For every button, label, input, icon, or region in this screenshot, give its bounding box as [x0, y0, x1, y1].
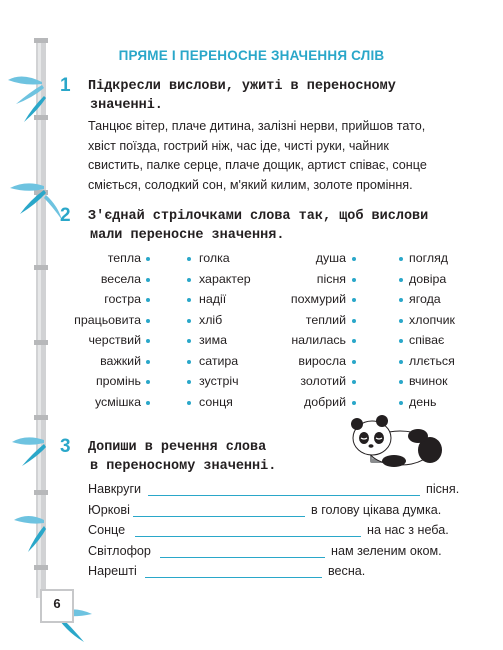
task-1-text-line: хвіст поїзда, гострий ніж, час іде, чисті руки, чайник	[88, 138, 389, 153]
match-word-col1[interactable]: важкий	[100, 353, 141, 368]
task-1-text	[88, 117, 466, 195]
match-word-col4[interactable]: день	[409, 394, 437, 409]
match-dot[interactable]	[146, 380, 150, 384]
match-word-col4[interactable]: співає	[409, 333, 445, 347]
match-dot[interactable]	[187, 380, 191, 384]
match-dot[interactable]	[399, 401, 403, 405]
match-word-col1[interactable]: черствий	[88, 333, 141, 347]
match-dot[interactable]	[399, 319, 403, 323]
match-word-col2[interactable]: хліб	[199, 312, 223, 327]
match-word-col1[interactable]: усмішка	[94, 394, 141, 409]
task-1-text-line: сміється, солодкий сон, м'який килим, золоте проміння.	[88, 177, 413, 192]
sentence-end: на нас з неба.	[367, 523, 449, 537]
task-1-text-line: свистить, палке серце, плаче дощик, артист співає, сонце	[88, 158, 427, 172]
match-word-col4[interactable]: довіра	[409, 271, 447, 286]
match-dot[interactable]	[187, 319, 191, 323]
task-2-instruction-line: мали переносне значення.	[90, 228, 285, 243]
match-dot[interactable]	[146, 360, 150, 364]
sentence-start: Навкруги	[88, 482, 142, 496]
match-word-col3[interactable]: похмурий	[290, 292, 346, 306]
page-number: 6	[53, 596, 61, 611]
match-dot[interactable]	[399, 278, 403, 282]
task-3-instruction	[88, 438, 276, 476]
match-word-col1[interactable]: промінь	[95, 374, 141, 388]
task-3-number: 3	[60, 436, 71, 457]
match-dot[interactable]	[352, 278, 356, 282]
answer-blank[interactable]	[133, 516, 305, 517]
sentence-start: Сонце	[88, 523, 126, 537]
match-word-col4[interactable]: вчинок	[409, 374, 448, 388]
match-dot[interactable]	[146, 278, 150, 282]
match-dot[interactable]	[399, 298, 403, 302]
match-word-col3[interactable]: налилась	[291, 333, 346, 347]
task-2-number: 2	[60, 205, 71, 226]
match-word-col4[interactable]: погляд	[409, 251, 449, 265]
match-word-col3[interactable]: теплий	[305, 312, 346, 327]
task-2-instruction	[88, 207, 428, 245]
sentence-end: нам зеленим оком.	[331, 544, 442, 558]
match-dot[interactable]	[352, 319, 356, 323]
match-dot[interactable]	[352, 401, 356, 405]
task-2-instruction-line: З'єднай стрілочками слова так, щоб вислови	[88, 209, 429, 224]
task-1-instruction-line: значенні.	[90, 98, 163, 113]
match-word-col2[interactable]: зима	[199, 333, 228, 347]
match-word-col2[interactable]: зустріч	[199, 374, 239, 388]
match-word-col4[interactable]: хлопчик	[409, 312, 455, 327]
match-word-col3[interactable]: золотий	[300, 374, 346, 388]
sentence-end: весна.	[328, 564, 366, 578]
answer-blank[interactable]	[145, 577, 322, 578]
match-word-col2[interactable]: голка	[199, 251, 230, 265]
match-word-col1[interactable]: працьовита	[74, 312, 141, 327]
match-dot[interactable]	[187, 401, 191, 405]
sentence-start: Нарешті	[88, 564, 137, 578]
match-dot[interactable]	[399, 380, 403, 384]
sentence-start: Світлофор	[88, 544, 151, 558]
task-1-number: 1	[60, 75, 71, 96]
match-word-col2[interactable]: сатира	[199, 353, 239, 368]
match-word-col3[interactable]: виросла	[298, 353, 346, 368]
match-dot[interactable]	[146, 401, 150, 405]
match-dot[interactable]	[187, 360, 191, 364]
match-dot[interactable]	[146, 339, 150, 343]
match-dot[interactable]	[352, 257, 356, 261]
match-word-col1[interactable]: тепла	[107, 251, 141, 265]
task-1-instruction	[88, 77, 396, 115]
sentence-end: в голову цікава думка.	[311, 503, 442, 517]
match-word-col3[interactable]: душа	[315, 251, 346, 265]
match-dot[interactable]	[399, 257, 403, 261]
match-dot[interactable]	[146, 298, 150, 302]
match-dot[interactable]	[399, 339, 403, 343]
match-dot[interactable]	[352, 298, 356, 302]
answer-blank[interactable]	[160, 557, 325, 558]
panda-illustration	[348, 414, 448, 470]
answer-blank[interactable]	[135, 536, 361, 537]
match-dot[interactable]	[352, 380, 356, 384]
match-word-col2[interactable]: сонця	[199, 394, 233, 409]
task-3-instruction-line: в переносному значенні.	[90, 459, 277, 474]
match-word-col3[interactable]: добрий	[304, 394, 346, 409]
match-dot[interactable]	[187, 278, 191, 282]
match-dot[interactable]	[399, 360, 403, 364]
page-title: ПРЯМЕ І ПЕРЕНОСНЕ ЗНАЧЕННЯ СЛІВ	[118, 48, 385, 63]
match-word-col2[interactable]: характер	[199, 271, 251, 286]
match-word-col4[interactable]: ллється	[409, 353, 455, 368]
match-word-col1[interactable]: гостра	[104, 292, 141, 306]
match-word-col4[interactable]: ягода	[409, 292, 441, 306]
task-1-instruction-line: Підкресли вислови, ужиті в переносному	[88, 79, 396, 94]
match-dot[interactable]	[352, 339, 356, 343]
sentence-end: пісня.	[426, 482, 460, 496]
match-dot[interactable]	[187, 339, 191, 343]
match-word-col3[interactable]: пісня	[316, 271, 346, 286]
match-dot[interactable]	[146, 319, 150, 323]
match-dot[interactable]	[187, 257, 191, 261]
task-3-instruction-line: Допиши в речення слова	[88, 440, 267, 455]
match-dot[interactable]	[352, 360, 356, 364]
sentence-start: Юркові	[88, 503, 130, 517]
match-word-col2[interactable]: надії	[199, 292, 227, 306]
task-1-text-line: Танцює вітер, плаче дитина, залізні нерви, прийшов тато,	[88, 119, 426, 133]
answer-blank[interactable]	[148, 495, 420, 496]
match-dot[interactable]	[146, 257, 150, 261]
match-dot[interactable]	[187, 298, 191, 302]
match-word-col1[interactable]: весела	[100, 271, 141, 286]
